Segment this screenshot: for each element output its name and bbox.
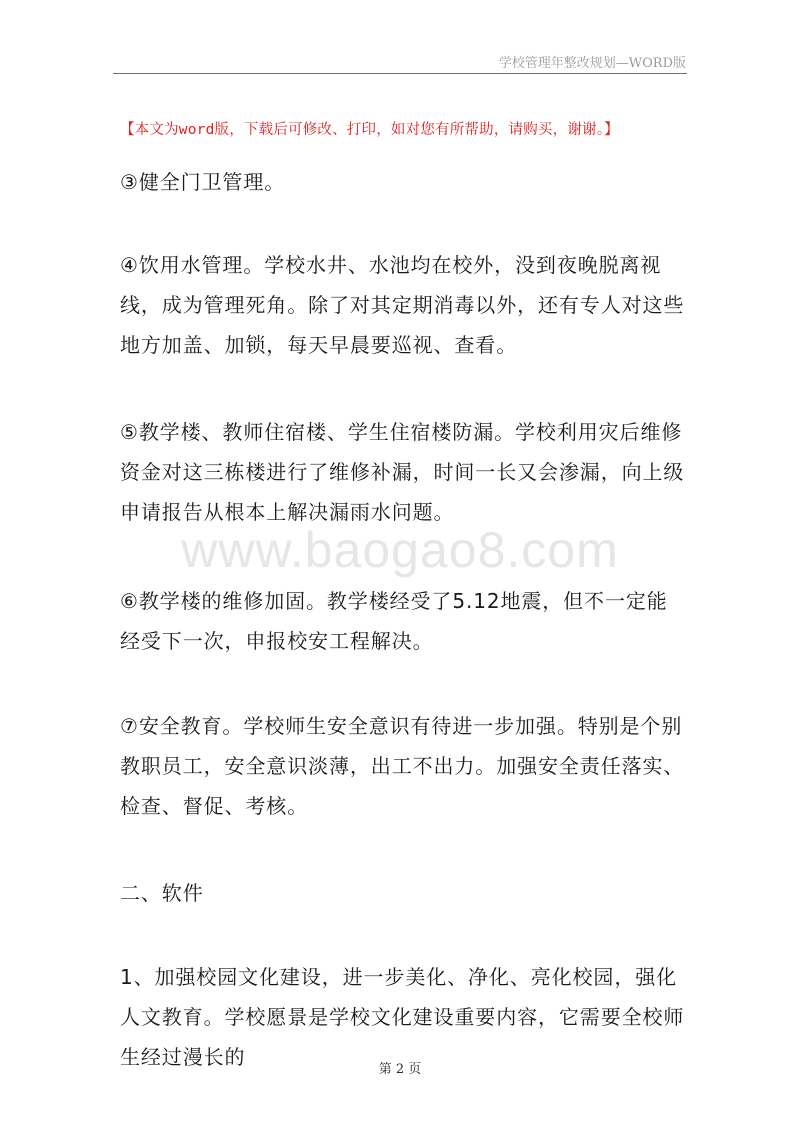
watermark: www.baogao8.com xyxy=(181,522,619,578)
page-number: 第 2 页 xyxy=(378,1062,422,1077)
paragraph-building-reinforcement: ⑥教学楼的维修加固。教学楼经受了5.12地震，但不一定能经受下一次，申报校安工程解决。 xyxy=(120,589,668,653)
paragraph-drinking-water: ④饮用水管理。学校水井、水池均在校外，没到夜晚脱离视线，成为管理死角。除了对其定期消毒以外，还有专人对这些地方加盖、加锁，每天早晨要巡视、查看。 xyxy=(120,253,685,357)
paragraph-campus-culture: 1、加强校园文化建设，进一步美化、净化、亮化校园，强化人文教育。学校愿景是学校文化建设重要内容，它需要全校师生经过漫长的 xyxy=(120,965,685,1069)
section-heading-software: 二、软件 xyxy=(120,881,204,905)
header-title: 学校管理年整改规划—WORD版 xyxy=(498,56,686,71)
paragraph-safety-education: ⑦安全教育。学校师生安全意识有待进一步加强。特别是个别教职员工，安全意识淡薄，出工不出力。加强安全责任落实、检查、督促、考核。 xyxy=(120,714,685,818)
paragraph-gatekeeper: ③健全门卫管理。 xyxy=(120,170,286,194)
paragraph-building-leaks: ⑤教学楼、教师住宿楼、学生住宿楼防漏。学校利用灾后维修资金对这三栋楼进行了维修补漏，时间一长又会渗漏，向上级申请报告从根本上解决漏雨水问题。 xyxy=(120,420,685,524)
download-notice: 【本文为word版，下载后可修改、打印，如对您有所帮助，请购买，谢谢。】 xyxy=(120,122,619,138)
header-divider xyxy=(113,73,687,74)
